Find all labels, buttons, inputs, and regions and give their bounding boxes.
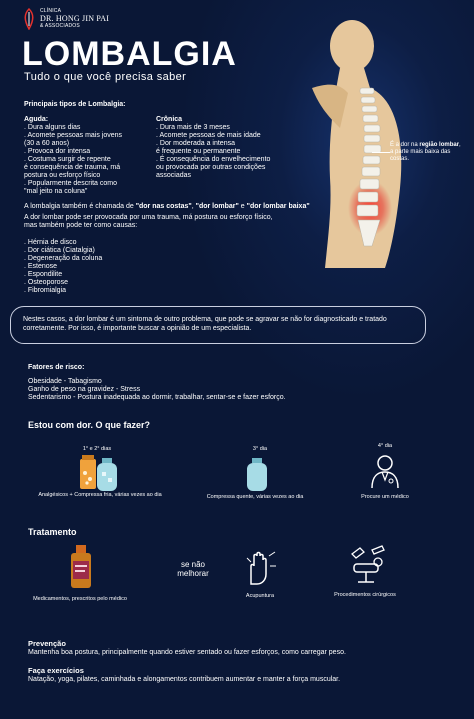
step-day-label: 4° dia xyxy=(377,443,393,449)
treatment-heading: Tratamento xyxy=(28,527,77,537)
cause-item: . Fibromialgia xyxy=(24,287,67,294)
step-day-label: 1° e 2° dias xyxy=(82,446,112,452)
aka-sep: , xyxy=(191,203,196,210)
what-to-do-heading: Estou com dor. O que fazer? xyxy=(28,420,151,430)
clinic-name xyxy=(40,8,109,29)
aka-sep: e xyxy=(238,203,247,210)
cause-item: . Dor ciática (Ciatalgia) xyxy=(24,247,95,254)
risk-heading: Fatores de risco: xyxy=(28,364,85,371)
prevention-heading: Prevenção xyxy=(28,639,66,648)
aka-term: "dor lombar" xyxy=(195,203,239,210)
cause-item: . Degeneração da coluna xyxy=(24,255,103,262)
medicine-bottle-icon xyxy=(68,545,94,589)
page-subtitle: Tudo o que você precisa saber xyxy=(24,71,187,83)
if-not-better-label: se não melhorar xyxy=(177,560,209,578)
acute-item: . Acomete pessoas mais jovens (30 a 60 anos) xyxy=(24,132,123,147)
treatment-caption: Acupuntura xyxy=(245,593,275,599)
chronic-item: . É consequência do envelhecimento ou provocada por outras condições associadas xyxy=(156,156,271,179)
types-heading: Principais tipos de Lombalgia: xyxy=(24,101,126,108)
doctor-icon xyxy=(370,454,400,488)
chronic-label: Crônica xyxy=(156,116,183,123)
clinic-logo-icon xyxy=(22,8,36,30)
exercise-heading: Faça exercícios xyxy=(28,666,84,675)
treatment-caption: Medicamentos, prescritos pelo médico xyxy=(33,596,127,602)
clinic-main-name: DR. HONG JIN PAI xyxy=(40,14,110,23)
step-caption: Analgésicos + Compressa fria, várias vezes ao dia xyxy=(38,492,162,498)
acute-item: . Dura alguns dias xyxy=(24,124,81,131)
risk-list xyxy=(28,378,428,402)
annotation-bold: região lombar xyxy=(419,142,460,148)
also-called-text xyxy=(24,203,344,211)
causes-list xyxy=(24,239,224,295)
acute-label: Aguda: xyxy=(24,116,49,123)
step-caption: Procure um médico xyxy=(361,494,409,500)
hot-compress-icon xyxy=(246,458,268,492)
exercise-text: Natação, yoga, pilates, caminhada e alongamentos contribuem aumentar e manter a força muscular. xyxy=(28,676,341,683)
ice-pack-icon xyxy=(96,458,118,492)
acute-item: . Popularmente descrita como "mal jeito na coluna" xyxy=(24,180,117,195)
cause-item: . Osteoporose xyxy=(24,279,68,286)
annotation-line xyxy=(372,152,390,153)
chronic-item: . Acomete pessoas de mais idade xyxy=(156,132,261,139)
risk-line: Sedentarismo - Postura inadequada ao dormir, trabalhar, sentar-se e fazer esforço. xyxy=(28,394,286,401)
risk-line: Ganho de peso na gravidez - Stress xyxy=(28,386,141,393)
step-day-label: 3° dia xyxy=(252,446,268,452)
aka-term: "dor nas costas" xyxy=(135,203,192,210)
aka-term: "dor lombar baixa" xyxy=(246,203,310,210)
annotation-prefix: É a dor na xyxy=(390,142,420,148)
surgery-icon xyxy=(348,544,388,586)
specialist-notice-box: Nestes casos, a dor lombar é um sintoma de outro problema, que pode se agravar se não for diagnosticado e tratado corretamente. Por isso, é importante buscar a opinião de um especialista. xyxy=(10,306,426,344)
step-caption: Compressa quente, várias vezes ao dia xyxy=(206,494,304,500)
aka-prefix: A lombalgia também é chamada de xyxy=(24,203,136,210)
annotation-suffix: , a parte mais baixa das costas. xyxy=(390,142,461,162)
acute-column xyxy=(24,116,149,196)
cause-item: . Estenose xyxy=(24,263,58,270)
chronic-column xyxy=(156,116,296,180)
lumbar-annotation xyxy=(390,142,462,163)
clinic-small-label: CLÍNICA xyxy=(40,8,62,14)
acute-item: . Costuma surgir de repente é consequência de trauma, má postura ou esforço físico xyxy=(24,156,121,179)
cause-item: . Hérnia de disco xyxy=(24,239,77,246)
cause-item: . Espondilite xyxy=(24,271,63,278)
acute-item: . Provoca dor intensa xyxy=(24,148,91,155)
chronic-item: . Dor moderada a intensa é frequente ou permanente xyxy=(156,140,241,155)
prevention-text: Mantenha boa postura, principalmente quando estiver sentado ou fazer esforços, como carregar peso. xyxy=(28,649,346,656)
page-title: LOMBALGIA xyxy=(22,35,237,73)
treatment-caption: Procedimentos cirúrgicos xyxy=(334,592,396,598)
risk-line: Obesidade - Tabagismo xyxy=(28,378,102,385)
clinic-suffix: & ASSOCIADOS xyxy=(40,23,80,29)
acupuncture-icon xyxy=(245,550,277,586)
chronic-item: . Dura mais de 3 meses xyxy=(156,124,230,131)
causes-intro: A dor lombar pode ser provocada por uma trauma, má postura ou esforço físico, mas também pode ter como causas: xyxy=(24,214,273,229)
